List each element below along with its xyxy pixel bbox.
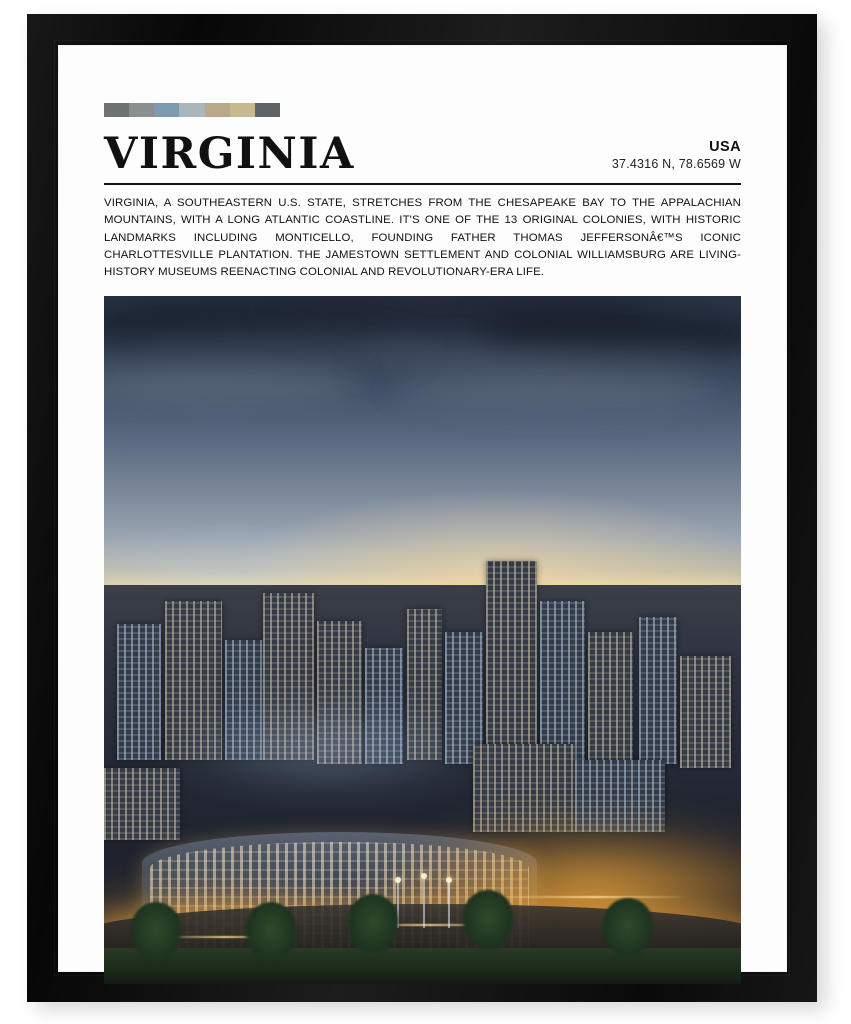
picture-frame (27, 14, 817, 1002)
building (575, 760, 664, 832)
building (365, 648, 403, 764)
swatch-4 (179, 103, 204, 117)
tree (129, 902, 183, 964)
building (473, 744, 575, 832)
building (588, 632, 633, 764)
building (263, 593, 314, 761)
foreground-park (104, 948, 741, 984)
tree (601, 898, 655, 960)
headlight-streak (499, 896, 690, 898)
poster-photo (104, 296, 741, 984)
coordinates-label: 37.4316 N, 78.6569 W (611, 157, 741, 172)
poster-mat (58, 45, 787, 972)
location-block (612, 138, 741, 176)
tree (244, 902, 298, 964)
building (104, 768, 180, 840)
poster-header (104, 129, 741, 185)
building (117, 624, 162, 760)
country-label: USA (709, 139, 741, 155)
swatch-5 (205, 103, 230, 117)
cityscape-layer (104, 585, 741, 984)
color-swatch-bar (104, 103, 280, 117)
cloud (104, 368, 359, 398)
page-title: VIRGINIA (104, 129, 355, 179)
building (165, 601, 222, 761)
swatch-2 (129, 103, 154, 117)
building (680, 656, 731, 768)
swatch-3 (154, 103, 179, 117)
building (540, 601, 585, 761)
tree (461, 890, 515, 952)
street-lamp (423, 876, 425, 928)
building (407, 609, 442, 761)
swatch-6 (230, 103, 255, 117)
building (225, 640, 263, 760)
cloud (397, 374, 716, 404)
building (486, 561, 537, 761)
poster-description: VIRGINIA, A SOUTHEASTERN U.S. STATE, STRETCHES FROM THE CHESAPEAKE BAY TO THE APPALACHIAN MOUNTAINS, WITH A LONG ATLANTIC COASTLINE. IT'S ONE OF THE 13 ORIGINAL COLONIES, WITH HISTORIC LANDMARKS INCLUDING MONTICELLO, FOUNDING FATHER THOMAS JEFFERSONÂ€™S ICONIC CHARLOTTESVILLE PLANTATION. THE JAMESTOWN SETTLEMENT AND COLONIAL WILLIAMSBURG ARE LIVING-HISTORY MUSEUMS REENACTING COLONIAL AND REVOLUTIONARY-ERA LIFE. (104, 197, 741, 279)
street-lamp (448, 880, 450, 928)
sky-layer (104, 296, 741, 599)
swatch-1 (104, 103, 129, 117)
poster-artwork (104, 103, 741, 984)
building (317, 621, 362, 765)
building (639, 617, 677, 765)
swatch-7 (255, 103, 280, 117)
tree (346, 894, 400, 956)
